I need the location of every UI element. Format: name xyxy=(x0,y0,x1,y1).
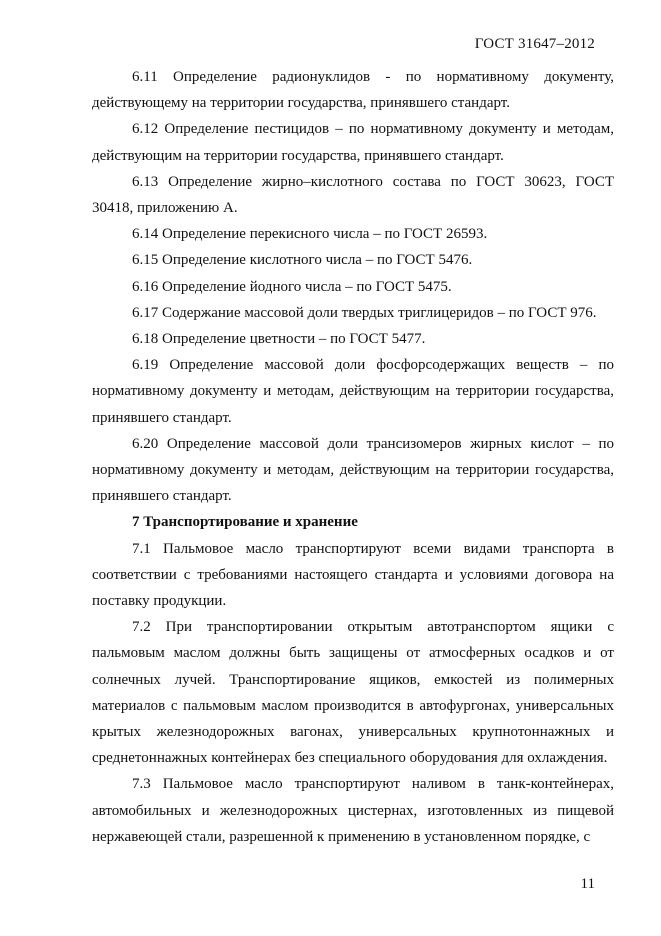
paragraph-6-16: 6.16 Определение йодного числа – по ГОСТ 5475. xyxy=(132,278,452,295)
paragraph-7-3: 7.3 Пальмовое масло транспортируют наливом в танк-контейнерах, автомобильных и железнодорожных цистернах, изготовленных из пищевой нержавеющей стали, разрешенной к применению в установленном порядке, с xyxy=(92,776,614,845)
paragraph-6-13: 6.13 Определение жирно–кислотного состава по ГОСТ 30623, ГОСТ 30418, приложению А. xyxy=(92,173,614,217)
paragraph-6-12: 6.12 Определение пестицидов – по нормативному документу и методам, действующим на территории государства, принявшего стандарт. xyxy=(92,121,614,164)
paragraph-6-11: 6.11 Определение радионуклидов - по нормативному документу, действующему на территории государства, принявшего стандарт. xyxy=(92,69,614,112)
paragraph-7-1: 7.1 Пальмовое масло транспортируют всеми видами транспорта в соответствии с требованиями настоящего стандарта и условиями договора на поставку продукции. xyxy=(92,540,614,610)
paragraph-6-14: 6.14 Определение перекисного числа – по ГОСТ 26593. xyxy=(132,226,488,243)
paragraph-6-18: 6.18 Определение цветности – по ГОСТ 5477. xyxy=(132,331,426,348)
section-heading-7: 7 Транспортирование и хранение xyxy=(132,514,358,531)
paragraph-6-17: 6.17 Содержание массовой доли твердых триглицеридов – по ГОСТ 976. xyxy=(132,304,597,321)
document-body xyxy=(92,64,614,850)
page-number: 11 xyxy=(580,876,595,892)
paragraph-6-19: 6.19 Определение массовой доли фосфорсодержащих веществ – по нормативному документу и методам, действующим на территории государства, принявшего стандарт. xyxy=(92,357,614,426)
document-code: ГОСТ 31647–2012 xyxy=(474,36,595,52)
paragraph-6-15: 6.15 Определение кислотного числа – по ГОСТ 5476. xyxy=(132,252,473,269)
paragraph-7-2: 7.2 При транспортировании открытым автотранспортом ящики с пальмовым маслом должны быть защищены от атмосферных осадков и от солнечных лучей. Транспортирование ящиков, емкостей из полимерных материалов с пальмовым маслом производится в автофургонах, универсальных крытых железнодорожных вагонах, универсальных крупнотоннажных и среднетоннажных контейнерах без специального оборудования для охлаждения. xyxy=(92,619,614,767)
paragraph-6-20: 6.20 Определение массовой доли трансизомеров жирных кислот – по нормативному документу и методам, действующим на территории государства, принявшего стандарт. xyxy=(92,435,614,505)
